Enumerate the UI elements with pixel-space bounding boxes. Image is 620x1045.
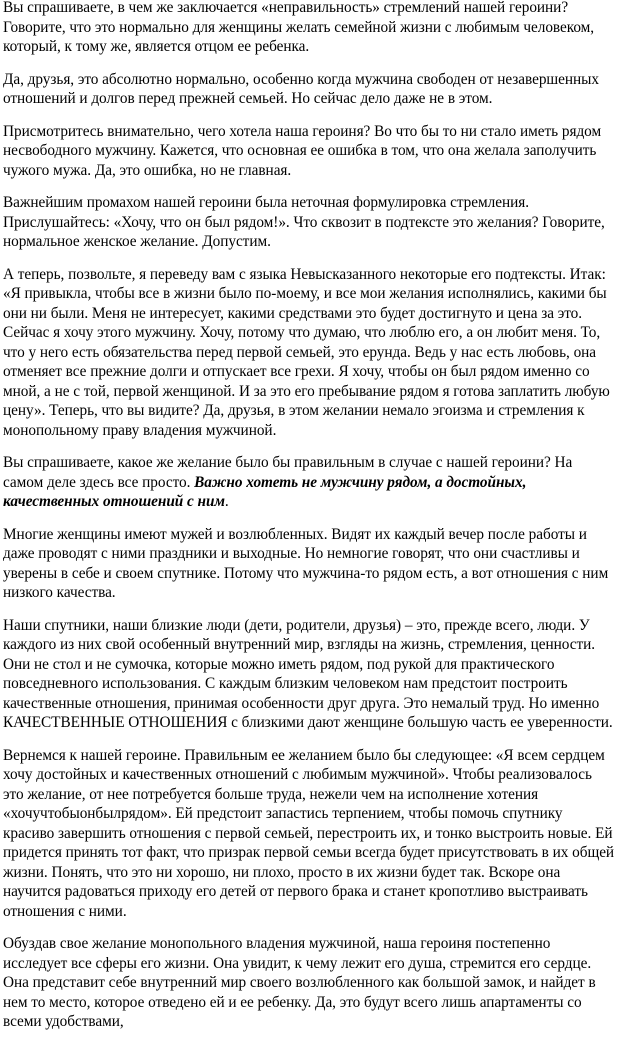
paragraph: А теперь, позвольте, я переведу вам с языка Невысказанного некоторые его подтексты. Итак: «Я привыкла, чтобы все в жизни было по-моему, и все мои желания исполнялись, какими бы они ни были. Меня не интересует, какими средствами это будет достигнуто и цена за это. Сейчас я хочу этого мужчину. Хочу, потому что думаю, что люблю его, а он любит меня. То, что у него есть обязательства перед первой семьей, это ерунда. Ведь у нас есть любовь, она отменяет все прежние долги и отпускает все грехи. Я хочу, чтобы он был рядом именно со мной, а не с той, первой женщиной. И за это его пребывание рядом я готова заплатить любую цену». Теперь, что вы видите? Да, друзья, в этом желании немало эгоизма и стремления к монопольному праву владения мужчиной. xyxy=(3,265,610,439)
document-page xyxy=(3,0,615,1045)
paragraph: Присмотритесь внимательно, чего хотела наша героиня? Во что бы то ни стало иметь рядом несвободного мужчину. Кажется, что основная ее ошибка в том, что она желала заполучить чужого мужа. Да, это ошибка, но не главная. xyxy=(3,122,602,179)
paragraph: Важнейшим промахом нашей героини была неточная формулировка стремления. Прислушайтесь: «Хочу, что он был рядом!». Что сквозит в подтексте это желания? Говорите, нормальное женское желание. Допустим. xyxy=(3,194,605,250)
paragraph: Наши спутники, наши близкие люди (дети, родители, друзья) – это, прежде всего, люди. У каждого из них свой особенный внутренний мир, взгляды на жизнь, стремления, ценности. Они не стол и не сумочка, которые можно иметь рядом, под рукой для практического повседневного использования. С каждым близким человеком нам предстоит построить качественные отношения, принимая особенности друг друга. Это немалый труд. Но именно КАЧЕСТВЕННЫЕ ОТНОШЕНИЯ с близкими дают женщине большую часть ее уверенности. xyxy=(3,616,613,731)
paragraph: Вы спрашиваете, в чем же заключается «неправильность» стремлений нашей героини? Говорите, что это нормально для женщины желать семейной жизни с любимым человеком, который, к тому же, является отцом ее ребенка. xyxy=(3,0,595,55)
paragraph: Да, друзья, это абсолютно нормально, особенно когда мужчина свободен от незавершенных отношений и долгов перед прежней семьей. Но сейчас дело даже не в этом. xyxy=(3,70,599,107)
paragraph: Обуздав свое желание монопольного владения мужчиной, наша героиня постепенно исследует все сферы его жизни. Она увидит, к чему лежит его душа, стремится его сердце. Она представит себе внутренний мир своего возлюбленного как большой замок, и найдет в нем то место, которое отведено ей и ее ребенку. Да, это будут всего лишь апартаменты со всеми удобствами, xyxy=(3,935,596,1030)
paragraph-text: Вы спрашиваете, какое же желание было бы правильным в случае с нашей героини? На самом деле здесь все просто. xyxy=(3,454,573,491)
paragraph-tail: . xyxy=(224,493,229,510)
paragraph-with-emphasis xyxy=(3,453,615,512)
emphasis-text: Важно хотеть не мужчину рядом, а достойных, качественных отношений с ним xyxy=(3,473,527,510)
paragraph: Вернемся к нашей героине. Правильным ее желанием было бы следующее: «Я всем сердцем хочу достойных и качественных отношений с любимым мужчиной». Чтобы реализовалось это желание, от нее потребуется больше труда, нежели чем на исполнение хотения «хочучтобыонбылрядом». Ей предстоит запастись терпением, чтобы помочь спутнику красиво завершить отношения с первой семьей, перестроить их, и тонко выстроить новые. Ей придется принять тот факт, что призрак первой семьи всегда будет присутствовать в их общей жизни. Понять, что это ни хорошо, ни плохо, просто в их жизни будет так. Вскоре она научится радоваться приходу его детей от первого брака и станет кропотливо выстраивать отношения с ними. xyxy=(3,746,615,920)
paragraph: Многие женщины имеют мужей и возлюбленных. Видят их каждый вечер после работы и даже проводят с ними праздники и выходные. Но немногие говорят, что они счастливы и уверены в себе и своем спутнике. Потому что мужчина-то рядом есть, а вот отношения с ним низкого качества. xyxy=(3,525,609,601)
